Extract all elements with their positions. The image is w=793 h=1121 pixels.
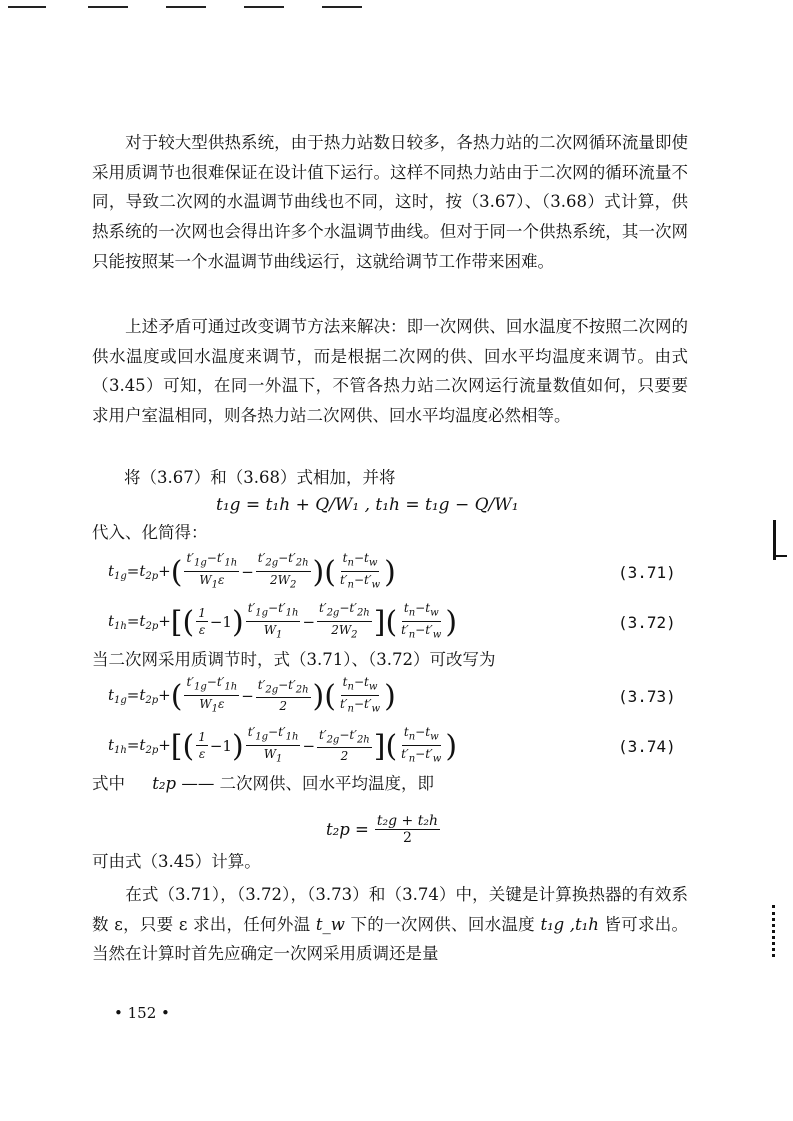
t2p-lhs: t₂p = [326, 820, 369, 839]
equation-number-3-71: (3.71) [618, 563, 676, 582]
text-line-quality-regulation: 当二次网采用质调节时，式（3.71）、（3.72）可改写为 [92, 650, 496, 669]
symbol-t2p: t₂p [152, 774, 177, 793]
final-text-b: 下的一次网供、回水温度 [350, 914, 535, 934]
equation-3-73: $t_{1g}=t_{2p}+$ ( $\frac{t'_{1g}-t'_{1h}}{W_1\varepsilon}$ − $\frac{t'_{2g}-t'_{2h}}{2}$ )( $\frac{t_n-t_w}{t'_n-t'_w}$ ) [108, 675, 396, 714]
paragraph-final [92, 880, 688, 969]
where-definition: —— 二次网供、回水平均温度，即 [181, 774, 435, 793]
t2p-denominator: 2 [402, 830, 412, 846]
scan-mark-3 [772, 905, 785, 957]
equation-3-72: $t_{1h}=t_{2p}+$ [( $\frac{1}{\varepsilon}$ −1 ) $\frac{t'_{1g}-t'_{1h}}{W_1}$ − $\frac{t'_{2g}-t'_{2h}}{2W_2}$ ]( $\frac{t_n-t_w}{t'_n-t'_w}$ ) [108, 601, 458, 640]
equation-number-3-72: (3.72) [618, 613, 676, 632]
t2p-numerator: t₂g + t₂h [376, 813, 438, 829]
scan-mark-1 [773, 520, 776, 560]
final-text-a: 在式（3.71），（3.72），（3.73）和（3.74）中，关键是计算换热器的有效系数 ε，只要 ε 求出，任何外温 [92, 885, 688, 934]
equation-number-3-74: (3.74) [618, 737, 676, 756]
symbol-tw: t_w [315, 914, 345, 934]
substitution-formula: t₁g = t₁h + Q/W₁ , t₁h = t₁g − Q/W₁ [216, 495, 519, 515]
text-line-calc: 可由式（3.45）计算。 [92, 852, 261, 871]
equation-number-3-73: (3.73) [618, 687, 676, 706]
text-line-sum: 将（3.67）和（3.68）式相加，并将 [124, 468, 396, 487]
text-line-simplify: 代入、化简得： [92, 523, 208, 542]
equation-3-74: $t_{1h}=t_{2p}+$ [( $\frac{1}{\varepsilon}$ −1 ) $\frac{t'_{1g}-t'_{1h}}{W_1}$ − $\frac{t'_{2g}-t'_{2h}}{2}$ ]( $\frac{t_n-t_w}{t'_n-t'_w}$ ) [108, 725, 458, 764]
symbol-t1g-t1h: t₁g ,t₁h [540, 914, 599, 934]
final-text-c: 皆可求出。当然在计算时首先应确定一次网采用质调还是量 [92, 914, 688, 964]
where-label: 式中 [92, 774, 125, 793]
text-line-where [92, 773, 434, 795]
paragraph-2: 上述矛盾可通过改变调节方法来解决：即一次网供、回水温度不按照二次网的供水温度或回水温度来调节，而是根据二次网的供、回水平均温度来调节。由式（3.45）可知，在同一外温下，不管各热力站二次网运行流量数值如何，只要要求用户室温相同，则各热力站二次网供、回水平均温度必然相等。 [92, 317, 688, 426]
page-number: • 152 • [114, 1004, 170, 1022]
scan-mark-2 [773, 555, 787, 557]
top-rule [0, 0, 793, 14]
equation-3-71: $t_{1g}=t_{2p}+$ ( $\frac{t'_{1g}-t'_{1h}}{W_1\varepsilon}$ − $\frac{t'_{2g}-t'_{2h}}{2W_2}$ )( $\frac{t_n-t_w}{t'_n-t'_w}$ ) [108, 551, 396, 590]
equation-t2p-definition [326, 808, 442, 852]
paragraph-1: 对于较大型供热系统，由于热力站数日较多，各热力站的二次网循环流量即使采用质调节也很难保证在设计值下运行。这样不同热力站由于二次网的循环流量不同，导致二次网的水温调节曲线也不同，这时，按（3.67）、（3.68）式计算，供热系统的一次网也会得出许多个水温调节曲线。但对于同一个供热系统，其一次网只能按照某一个水温调节曲线运行，这就给调节工作带来困难。 [92, 133, 688, 271]
